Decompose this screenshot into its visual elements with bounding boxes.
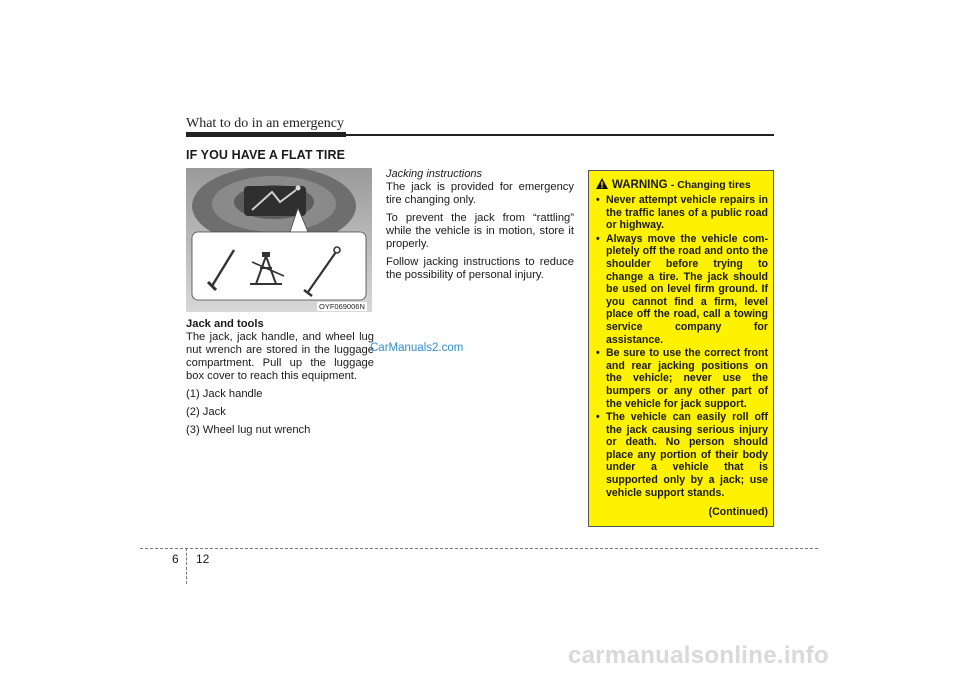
footer-divider xyxy=(186,548,187,584)
warning-heading xyxy=(596,178,751,191)
jack-and-tools-section xyxy=(186,318,374,442)
watermark-carmanualsonline: carmanualsonline.info xyxy=(568,642,830,669)
jack-tools-illustration xyxy=(186,168,372,312)
watermark-carmanuals2: CarManuals2.com xyxy=(370,342,464,354)
figure-code: OYF069006N xyxy=(319,302,365,311)
jack-and-tools-paragraph: The jack, jack handle, and wheel lug nut wrench are stored in the luggage compartment. Pull up the luggage box cover to reach this equipment. xyxy=(186,331,374,382)
footer-rule xyxy=(140,548,818,549)
warning-item: • Never attempt vehicle repairs in the traffic lanes of a public road or highway. xyxy=(596,194,768,232)
warning-label: WARNING xyxy=(612,179,668,191)
warning-triangle-icon xyxy=(596,178,608,189)
tool-item: (2) Jack xyxy=(186,406,226,418)
chapter-title: What to do in an emergency xyxy=(186,116,344,131)
section-title: IF YOU HAVE A FLAT TIRE xyxy=(186,148,346,162)
jack-tools-figure xyxy=(186,168,372,312)
jack-and-tools-heading: Jack and tools xyxy=(186,318,264,330)
jacking-paragraph: The jack is provided for emergency tire changing only. xyxy=(386,181,574,206)
warning-subtitle: - Changing tires xyxy=(670,179,751,191)
jacking-paragraph: Follow jacking instructions to reduce the possibility of personal injury. xyxy=(386,256,574,281)
jacking-paragraph: To prevent the jack from “rattling” while the vehicle is in motion, store it properly. xyxy=(386,212,574,250)
warning-item: • The vehicle can easily roll off the jack causing serious injury or death. No person should place any portion of their body under a vehicle that is supported only by a jack; use vehicle support stands. xyxy=(596,411,768,499)
warning-list xyxy=(596,194,768,500)
warning-continued: (Continued) xyxy=(708,506,768,518)
jacking-instructions-heading: Jacking instructions xyxy=(386,168,482,180)
jacking-instructions-section xyxy=(386,168,574,287)
header-bar xyxy=(186,132,346,137)
page-number: 12 xyxy=(196,552,210,566)
warning-item: • Always move the vehicle completely off the road and onto the shoulder before trying to change a tire. The jack should be used on level firm ground. If you cannot find a firm, level place off the road, call a towing service company for assistance. xyxy=(596,233,768,346)
tool-item: (3) Wheel lug nut wrench xyxy=(186,424,311,436)
tool-item: (1) Jack handle xyxy=(186,388,263,400)
warning-item: • Be sure to use the correct front and rear jacking positions on the vehicle; never use the bumpers or any other part of the vehicle for jack support. xyxy=(596,347,768,410)
page-section-number: 6 xyxy=(172,552,179,566)
